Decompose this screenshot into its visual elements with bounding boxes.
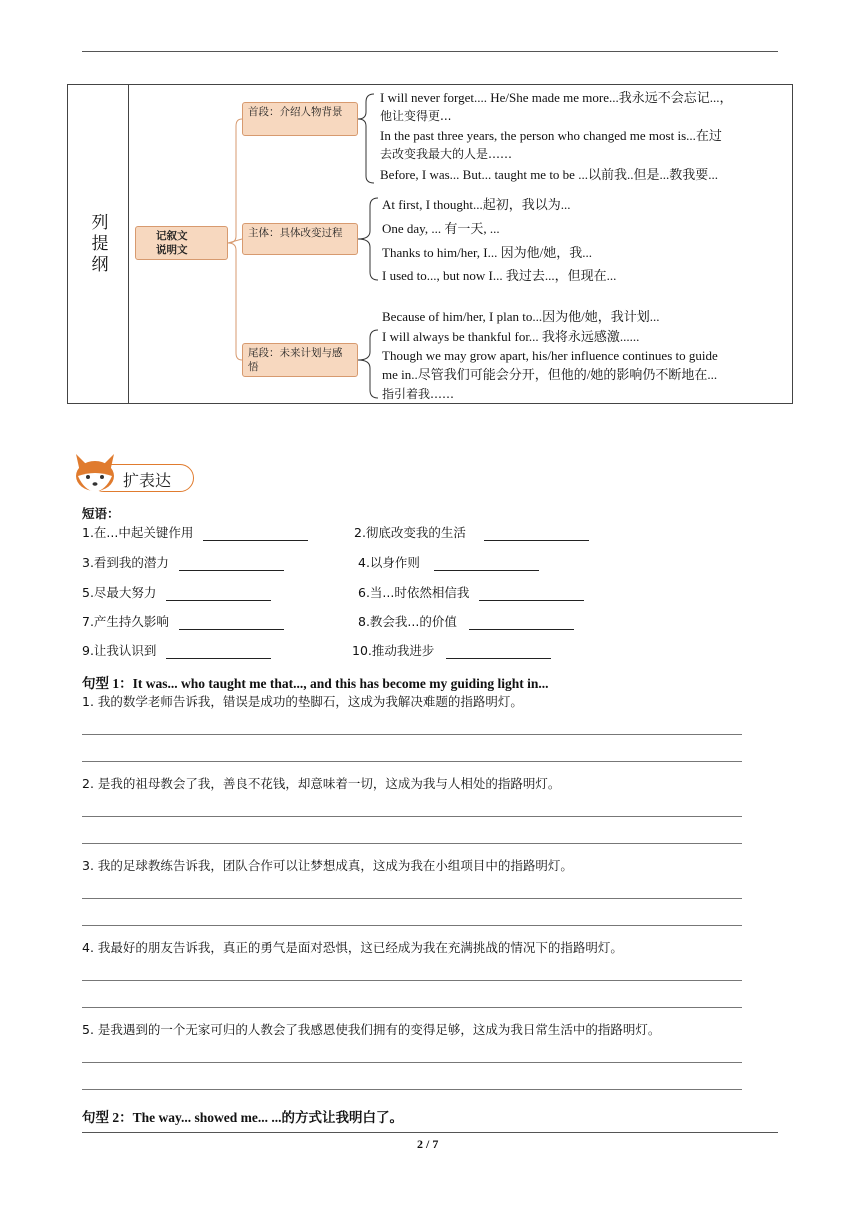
- exercise-item: 2. 是我的祖母教会了我，善良不花钱，却意味着一切，这成为我与人相处的指路明灯。: [82, 776, 561, 791]
- ending-line: 指引着我……: [382, 387, 455, 401]
- phrase-item: 7.产生持久影响: [82, 612, 284, 630]
- answer-line[interactable]: [82, 843, 742, 844]
- answer-blank[interactable]: [446, 645, 551, 659]
- answer-line[interactable]: [82, 925, 742, 926]
- answer-blank[interactable]: [179, 557, 284, 571]
- body-line: One day, ... 有一天, ...: [382, 221, 500, 236]
- phrase-item: 5.尽最大努力: [82, 583, 271, 601]
- answer-blank[interactable]: [179, 616, 284, 630]
- answer-blank[interactable]: [434, 557, 539, 571]
- phrase-item: 1.在...中起关键作用: [82, 523, 308, 541]
- pattern1-title: 句型 1：It was... who taught me that..., and this has become my guiding light in...: [82, 676, 549, 691]
- ending-line: Because of him/her, I plan to...因为他/她，我计划...: [382, 309, 660, 324]
- page-number: 2 / 7: [417, 1137, 439, 1151]
- opening-line: Before, I was... But... taught me to be ...以前我..但是...教我要...: [380, 167, 718, 182]
- pattern2-title: 句型 2：The way... showed me... ...的方式让我明白了。: [82, 1110, 404, 1125]
- section-title: 扩表达: [123, 471, 172, 490]
- body-line: At first, I thought...起初，我以为...: [382, 197, 571, 212]
- phrase-item: 3.看到我的潜力: [82, 553, 284, 571]
- branch-body: 主体：具体改变过程: [242, 223, 358, 255]
- answer-line[interactable]: [82, 1007, 742, 1008]
- outline-root-node: 记叙文 说明文: [135, 226, 228, 260]
- ending-line: me in..尽管我们可能会分开，但他的/她的影响仍不断地在...: [382, 367, 718, 382]
- ending-line: Though we may grow apart, his/her influence continues to guide: [382, 348, 718, 363]
- opening-line: In the past three years, the person who changed me most is...在过: [380, 128, 722, 143]
- answer-blank[interactable]: [166, 645, 271, 659]
- answer-line[interactable]: [82, 1062, 742, 1063]
- answer-line[interactable]: [82, 734, 742, 735]
- answer-blank[interactable]: [203, 527, 308, 541]
- answer-blank[interactable]: [166, 587, 271, 601]
- branch-opening: 首段：介绍人物背景: [242, 102, 358, 136]
- answer-line[interactable]: [82, 761, 742, 762]
- body-line: I used to..., but now I... 我过去...，但现在...: [382, 268, 617, 283]
- answer-line[interactable]: [82, 980, 742, 981]
- opening-line: 他让变得更...: [380, 109, 452, 123]
- branch-ending: 尾段：未来计划与感悟: [242, 343, 358, 377]
- answer-blank[interactable]: [479, 587, 584, 601]
- answer-line[interactable]: [82, 1089, 742, 1090]
- phrase-item: 6.当...时依然相信我: [358, 583, 584, 601]
- phrase-item: 8.教会我...的价值: [358, 612, 574, 630]
- exercise-item: 5. 是我遇到的一个无家可归的人教会了我感恩使我们拥有的变得足够，这成为我日常生活中的指路明灯。: [82, 1022, 661, 1037]
- answer-blank[interactable]: [484, 527, 589, 541]
- answer-blank[interactable]: [469, 616, 574, 630]
- exercise-item: 3. 我的足球教练告诉我，团队合作可以让梦想成真，这成为我在小组项目中的指路明灯。: [82, 858, 573, 873]
- phrase-item: 2.彻底改变我的生活: [354, 523, 589, 541]
- answer-line[interactable]: [82, 816, 742, 817]
- exercise-item: 1. 我的数学老师告诉我，错误是成功的垫脚石，这成为我解决难题的指路明灯。: [82, 694, 523, 709]
- phrase-item: 4.以身作则: [358, 553, 539, 571]
- body-line: Thanks to him/her, I... 因为他/她，我...: [382, 245, 592, 260]
- opening-line: 去改变我最大的人是……: [380, 147, 513, 161]
- outline-side-label: 列提纲: [87, 212, 108, 276]
- ending-line: I will always be thankful for... 我将永远感激......: [382, 329, 640, 344]
- answer-line[interactable]: [82, 898, 742, 899]
- phrases-heading: 短语：: [82, 506, 120, 521]
- opening-line: I will never forget.... He/She made me more...我永远不会忘记...，: [380, 90, 733, 105]
- bottom-rule: [82, 1132, 778, 1133]
- exercise-item: 4. 我最好的朋友告诉我，真正的勇气是面对恐惧，这已经成为我在充满挑战的情况下的指路明灯。: [82, 940, 623, 955]
- phrase-item: 10.推动我进步: [352, 641, 551, 659]
- phrase-item: 9.让我认识到: [82, 641, 271, 659]
- fox-icon: [70, 450, 120, 496]
